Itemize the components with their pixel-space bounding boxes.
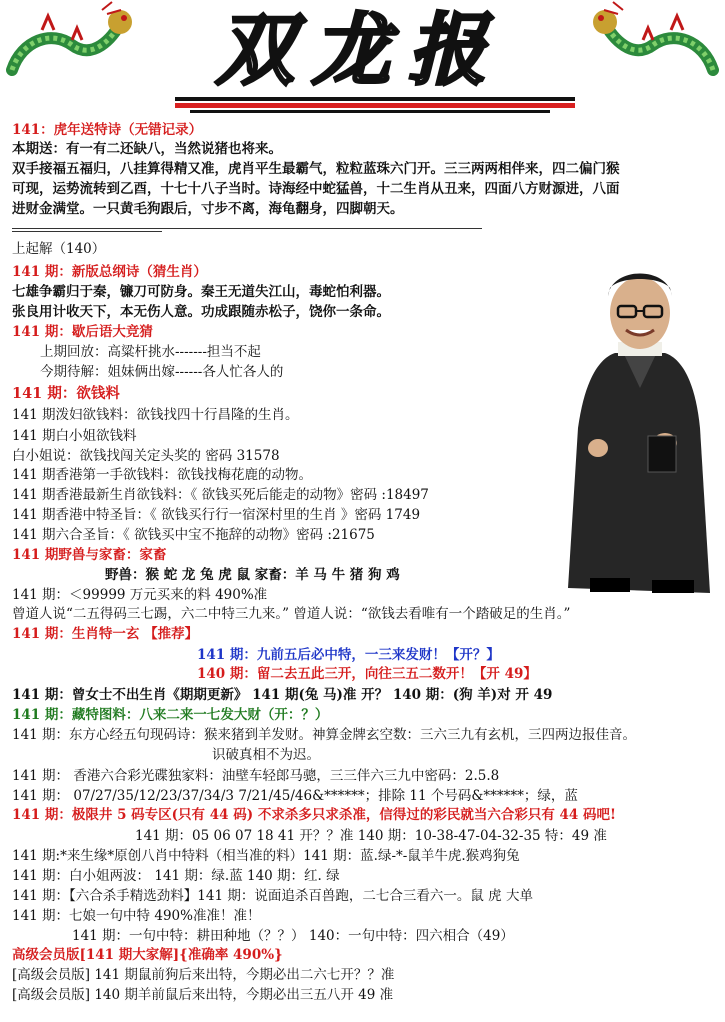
title-underline-red xyxy=(175,103,575,108)
dragon-right-icon xyxy=(588,0,723,92)
baixiaojie-line: 141 期：白小姐两波： 141 期：绿.蓝 140 期：红. 绿 xyxy=(12,868,340,884)
laisheng-line: 141 期:*来生缘*原创八肖中特料（相当准的料）141 期：蓝.绿-*-鼠羊牛虎.猴鸡狗兔 xyxy=(12,848,520,864)
zeng-line: 141 期：曾女士不出生肖《期期更新》 141 期(兔 马)准 开？ 140 期：(狗 羊)对 开 49 xyxy=(12,687,553,703)
xiehou-current: 今期待解：姐妹俩出嫁------各人忙各人的 xyxy=(40,364,284,380)
yuqian-item: 141 期泼妇欲钱料：欲钱找四十行昌隆的生肖。 xyxy=(12,407,299,423)
yuqian-item: 白小姐说：欲钱找闯关定头奖的 密码 31578 xyxy=(12,448,280,464)
intro-heading: 141：虎年送特诗（无错记录） xyxy=(12,122,203,138)
xiehou-heading: 141 期：歇后语大竞猜 xyxy=(12,324,153,340)
divider-short xyxy=(12,231,162,232)
title-underline-thin xyxy=(190,110,550,113)
codes-line: 141 期： 07/27/35/12/23/37/34/3 7/21/45/46&******；排除 11 个号码&******；绿，蓝 xyxy=(12,788,578,804)
man-in-robe-image xyxy=(560,258,722,598)
yuqian-heading: 141 期：欲钱料 xyxy=(12,385,120,402)
wanyuan-line: 141 期：＜99999 万元买来的料 490%准 xyxy=(12,587,268,603)
yeshou-heading: 141 期野兽与家畜：家畜 xyxy=(12,547,167,563)
yuqian-item: 141 期香港中特圣旨：《 欲钱买行行一宿深村里的生肖 》密码 1749 xyxy=(12,507,421,523)
jixian-numbers: 141 期：05 06 07 18 41 开？？准 140 期：10-38-47-04-32-35 特：49 准 xyxy=(135,828,607,844)
yuqian-item: 141 期香港最新生肖欲钱料：《 欲钱买死后能走的动物》密码 :18497 xyxy=(12,487,429,503)
gang-poem-2: 张良用计收天下，本无伤人意。功成跟随赤松子，饶你一条命。 xyxy=(12,304,390,320)
page-title: 双龙报 xyxy=(215,6,504,96)
shangqi-label: 上起解（140） xyxy=(12,241,106,257)
intro-poem-2: 可现，运势流转到乙酉，十七十八子当时。诗海经中蛇猛兽，十二生肖从丑来，四面八方财源进，八面 xyxy=(12,181,620,197)
xiehou-last: 上期回放：高粱杆挑水-------担当不起 xyxy=(40,344,261,360)
yuqian-item: 141 期白小姐欲钱料 xyxy=(12,428,137,444)
qiniang-line: 141 期：七娘一句中特 490%准准！准！ xyxy=(12,908,261,924)
masthead xyxy=(0,0,725,118)
yuqian-item: 141 期香港第一手欲钱料：欲钱找梅花鹿的动物。 xyxy=(12,467,313,483)
gang-heading: 141 期：新版总纲诗（猜生肖） xyxy=(12,264,207,280)
yeshou-list: 野兽：猴 蛇 龙 兔 虎 鼠 家畜：羊 马 牛 猪 狗 鸡 xyxy=(105,567,400,583)
yuqian-item: 141 期六合圣旨：《 欲钱买中宝不拖辞的动物》密码 :21675 xyxy=(12,527,375,543)
cangte-line: 141 期：藏特图料：八来二来一七发大财（开：？） xyxy=(12,707,329,723)
liuhe-line: 141 期：【六合杀手精选劲料】141 期：说面追杀百兽跑，二七合三看六一。鼠 虎 大单 xyxy=(12,888,533,904)
intro-poem-1: 双手接福五福归，八挂算得精又准，虎肖平生最霸气，粒粒蓝珠六门开。三三两两相伴来，四二偏门猴 xyxy=(12,161,620,177)
qiniang-detail: 141 期：一句中特：耕田种地（？？） 140：一句中特：四六相合（49） xyxy=(72,928,514,944)
intro-poem-3: 进财金满堂。一只黄毛狗跟后，寸步不离，海龟翻身，四脚朝天。 xyxy=(12,201,404,217)
dongfang-line-2: 识破真相不为迟。 xyxy=(212,747,320,763)
texuan-heading: 141 期：生肖特一玄 【推荐】 xyxy=(12,626,199,642)
vip-heading: 高级会员版[141 期大家解]{准确率 490%} xyxy=(12,947,283,963)
vip-line: [高级会员版] 141 期鼠前狗后来出特，今期必出二六七开？？准 xyxy=(12,967,395,983)
hk-ma-line: 141 期： 香港六合彩光碟独家料：油壁车轻郎马骢，三三伴六三九中密码：2.5.8 xyxy=(12,768,500,784)
gang-poem-1: 七雄争霸归于秦，镰刀可防身。秦王无道失江山，毒蛇怕利器。 xyxy=(12,284,390,300)
daoren-line: 曾道人说“二五得码三七踢，六二中特三九来。” 曾道人说：“欲钱去看唯有一个踏破足的生肖。” xyxy=(12,606,571,622)
jixian-heading: 141 期：极限井 5 码专区(只有 44 码) 不求杀多只求杀准，信得过的彩民就当六合彩只有 44 码吧! xyxy=(12,807,616,823)
texuan-red: 140 期：留二去五此三开，向往三五二数开！【开 49】 xyxy=(197,666,537,682)
vip-line: [高级会员版] 140 期羊前鼠后来出特，今期必出三五八开 49 准 xyxy=(12,987,394,1003)
dragon-left-icon xyxy=(2,0,137,92)
intro-line: 本期送：有一有二还缺八，当然说猪也将来。 xyxy=(12,141,282,157)
title-underline xyxy=(175,97,575,101)
texuan-blue: 141 期：九前五后必中特，一三来发财！【开？】 xyxy=(197,647,500,663)
dongfang-line-1: 141 期：东方心经五句现码诗：猴来猪到羊发财。神算金牌玄空数：三六三九有玄机，三四两边报佳音。 xyxy=(12,727,637,743)
divider xyxy=(12,228,482,230)
